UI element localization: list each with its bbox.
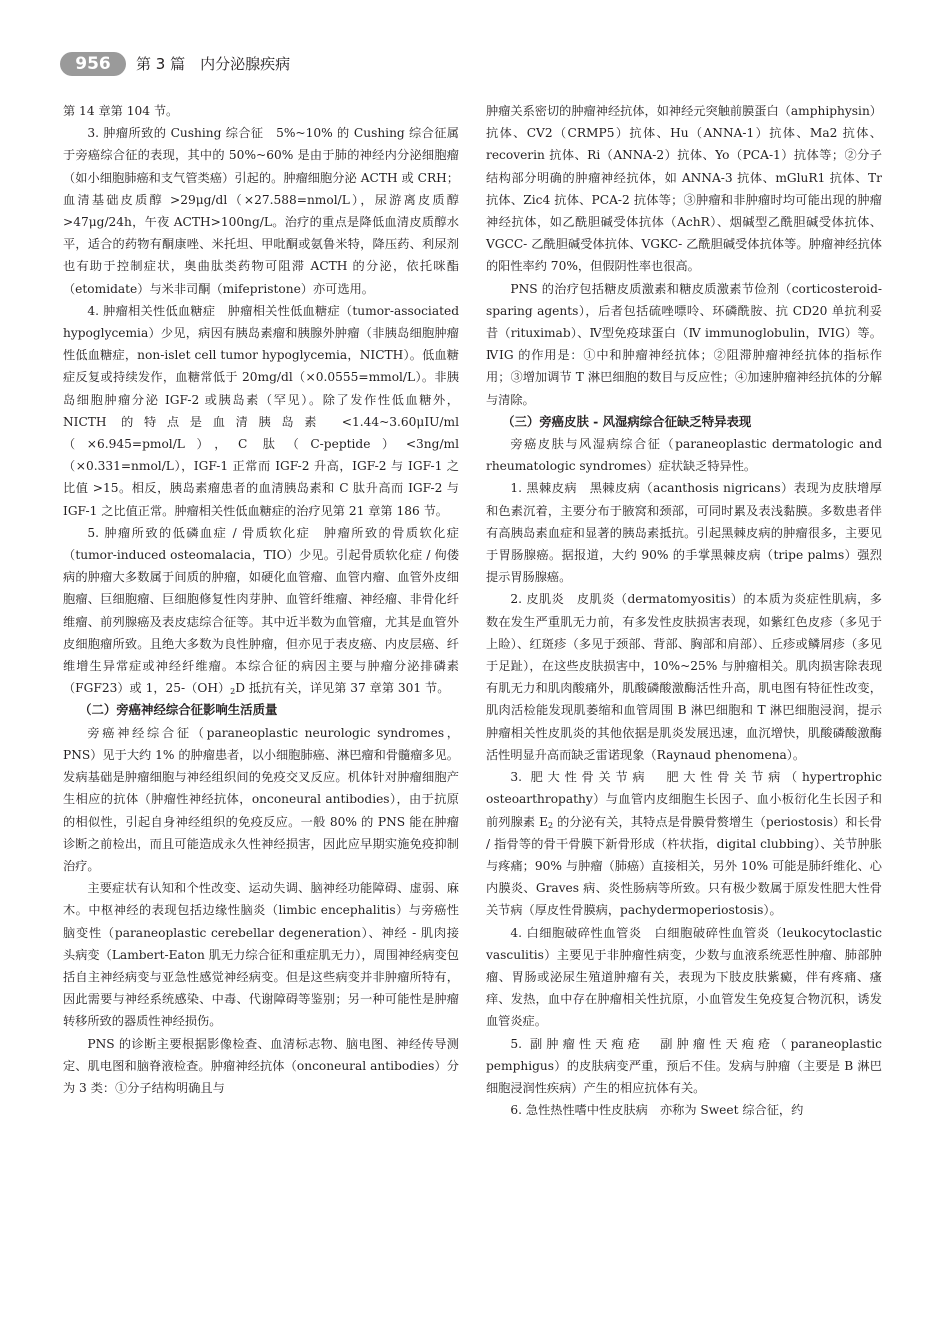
paragraph-osteoarthropathy bbox=[486, 766, 882, 921]
paragraph: 主要症状有认知和个性改变、运动失调、脑神经功能障碍、虚弱、麻木。中枢神经的表现包括边缘性脑炎（limbic encephalitis）与旁癌性脑变性（paraneoplastic cerebellar degeneration）、神经 - 肌肉接头病变（Lambert-Eaton 肌无力综合征和重症肌无力），周围神经病变包括自主神经病变与亚急性感觉神经病变。但是这些病变并非肿瘤所特有，因此需要与神经系统感染、中毒、代谢障碍等鉴别；另一种可能性是肿瘤转移所致的器质性神经损伤。 bbox=[63, 881, 459, 1029]
paragraph: 肿瘤关系密切的肿瘤神经抗体，如神经元突触前膜蛋白（amphiphysin）抗体、CV2（CRMP5）抗体、Hu（ANNA-1）抗体、Ma2 抗体、recoverin 抗体、Ri（ANNA-2）抗体、Yo（PCA-1）抗体等；②分子结构部分明确的肿瘤神经抗体，如 ANNA-3 抗体、mGluR1 抗体、Tr 抗体、Zic4 抗体、PCA-2 抗体等；③肿瘤和非肿瘤时均可能出现的肿瘤神经抗体，如乙酰胆碱受体抗体（AchR）、烟碱型乙酰胆碱受体抗体、VGCC- 乙酰胆碱受体抗体、VGKC- 乙酰胆碱受体抗体等。肿瘤神经抗体的阳性率约 70%，但假阴性率也很高。 bbox=[486, 104, 882, 274]
paragraph-hypoglycemia: 4. 肿瘤相关性低血糖症 肿瘤相关性低血糖症（tumor-associated hypoglycemia）少见，病因有胰岛素瘤和胰腺外肿瘤（非胰岛细胞肿瘤性低血糖症，non-islet cell tumor hypoglycemia，NICTH）。低血糖症反复或持续发作，血糖常低于 20mg/dl（×0.0555=mmol/L）。非胰岛细胞肿瘤分泌 IGF-2 或胰岛素（罕见）。除了发作性低血糖外，NICTH 的特点是血清胰岛素 <1.44~3.60μIU/ml（×6.945=pmol/L），C 肽（C-peptide）<3ng/ml（×0.331=nmol/L），IGF-1 正常而 IGF-2 升高，IGF-2 与 IGF-1 之比值 >15。相反，胰岛素瘤患者的血清胰岛素和 C 肽升高而 IGF-2 与 IGF-1 之比值正常。肿瘤相关性低血糖症的治疗见第 21 章第 186 节。 bbox=[63, 303, 459, 518]
page-header bbox=[60, 52, 900, 78]
subscript: 2 bbox=[230, 687, 236, 697]
right-column bbox=[486, 100, 882, 1121]
text-run: 3. 肥大性骨关节病 肥大性骨关节病（hypertrophic osteoarthropathy）与血管内皮细胞生长因子、血小板衍化生长因子和前列腺素 E bbox=[486, 770, 882, 829]
page-number: 956 bbox=[60, 52, 126, 76]
text-run: 5. 肿瘤所致的低磷血症 / 骨质软化症 肿瘤所致的骨质软化症（tumor-induced osteomalacia，TIO）少见。引起骨质软化症 / 佝偻病的肿瘤大多数属于间质的肿瘤，如硬化血管瘤、血管内瘤、血管外皮细胞瘤、巨细胞瘤、巨细胞修复性肉芽肿、血管纤维瘤、神经瘤、非骨化纤维瘤、前列腺癌及表皮痣综合征等。其中近半数为血管瘤，尤其是血管外皮细胞瘤所致。且绝大多数为良性肿瘤，但亦见于表皮癌、内皮层癌、纤维增生异常症或神经纤维瘤。本综合征的病因主要与肿瘤分泌排磷素（FGF23）或 1，25-（OH） bbox=[63, 525, 459, 696]
paragraph-dermatomyositis: 2. 皮肌炎 皮肌炎（dermatomyositis）的本质为炎症性肌病，多数在发生严重肌无力前，有多发性皮肤损害表现，如紫红色皮疹（多见于上睑）、红斑疹（多见于颈部、背部、胸部和肩部）、丘疹或鳞屑疹（多见于足趾），在这些皮肤损害中，10%~25% 与肿瘤相关。肌肉损害除表现有肌无力和肌肉酸痛外，肌酸磷酸激酶活性升高，肌电图有特征性改变，肌肉活检能发现肌萎缩和血管周围 B 淋巴细胞和 T 淋巴细胞浸润，提示肿瘤相关性皮肌炎的其他依据是肌炎发展迅速，血沉增快，肌酸磷酸激酶活性明显升高而缺乏雷诺现象（Raynaud phenomena）。 bbox=[486, 592, 882, 762]
paragraph: PNS 的诊断主要根据影像检查、血清标志物、脑电图、神经传导测定、肌电图和脑脊液检查。肿瘤神经抗体（onconeural antibodies）分为 3 类：①分子结构明确且与 bbox=[63, 1036, 459, 1095]
paragraph: 旁癌皮肤与风湿病综合征（paraneoplastic dermatologic and rheumatologic syndromes）症状缺乏特异性。 bbox=[486, 437, 882, 474]
paragraph: PNS 的治疗包括糖皮质激素和糖皮质激素节俭剂（corticosteroid-sparing agents），后者包括硫唑嘌呤、环磷酰胺、抗 CD20 单抗利妥昔（rituximab）、Ⅳ型免疫球蛋白（Ⅳ immunoglobulin，ⅣIG）等。ⅣIG 的作用是：①中和肿瘤神经抗体；②阻滞肿瘤神经抗体的指标作用；③增加调节 T 淋巴细胞的数目与反应性；④加速肿瘤神经抗体的分解与清除。 bbox=[486, 281, 882, 407]
section-heading-neurologic: （二）旁癌神经综合征影响生活质量 bbox=[79, 702, 278, 718]
paragraph-osteomalacia bbox=[63, 522, 459, 700]
paragraph: 旁癌神经综合征（paraneoplastic neurologic syndromes，PNS）见于大约 1% 的肿瘤患者，以小细胞肺癌、淋巴瘤和骨髓瘤多见。发病基础是肿瘤细胞与神经组织间的免疫交叉反应。机体针对肿瘤细胞产生相应的抗体（肿瘤性神经抗体，onconeural antibodies），由于抗原的相似性，引起自身神经组织的免疫反应。一般 80% 的 PNS 能在肿瘤诊断之前检出，而且可能造成永久性神经损害，因此应早期实施免疫抑制治疗。 bbox=[63, 725, 459, 873]
subscript: 2 bbox=[548, 820, 554, 830]
text-run: D 抵抗有关，详见第 37 章第 301 节。 bbox=[235, 681, 450, 696]
paragraph-acanthosis: 1. 黑棘皮病 黑棘皮病（acanthosis nigricans）表现为皮肤增厚和色素沉着，主要分布于腋窝和颈部，可同时累及表浅黏膜。多数患者伴有高胰岛素血症和显著的胰岛素抵抗。引起黑棘皮病的肿瘤很多，主要见于胃肠腺癌。据报道，大约 90% 的手掌黑棘皮病（tripe palms）强烈提示胃肠腺癌。 bbox=[486, 481, 882, 585]
section-heading-dermatologic: （三）旁癌皮肤 - 风湿病综合征缺乏特异表现 bbox=[502, 413, 752, 429]
part-title: 第 3 篇 内分泌腺疾病 bbox=[136, 55, 291, 73]
left-column bbox=[63, 100, 459, 1099]
paragraph-pemphigus: 5. 副肿瘤性天疱疮 副肿瘤性天疱疮（paraneoplastic pemphigus）的皮肤病变严重，预后不佳。发病与肿瘤（主要是 B 淋巴细胞浸润性疾病）产生的相应抗体有关。 bbox=[486, 1036, 882, 1095]
text-run: 的分泌有关，其特点是骨膜骨赘增生（periostosis）和长骨 / 指骨等的骨干骨膜下新骨形成（杵状指，digital clubbing）、关节肿胀与疼痛；90% 与肿瘤（肺癌）直接相关，另外 10% 可能是肺纤维化、心内膜炎、Graves 病、炎性肠病等所致。只有极少数属于原发性肥大性骨关节病（厚皮性骨膜病，pachydermoperiostosis）。 bbox=[486, 814, 882, 918]
paragraph: 第 14 章第 104 节。 bbox=[63, 104, 179, 118]
paragraph-sweet: 6. 急性热性嗜中性皮肤病 亦称为 Sweet 综合征，约 bbox=[510, 1103, 804, 1118]
paragraph-cushing: 3. 肿瘤所致的 Cushing 综合征 5%~10% 的 Cushing 综合征属于旁癌综合征的表现，其中的 50%~60% 是由于肺的神经内分泌细胞瘤（如小细胞肺癌和支气管类癌）引起的。肿瘤细胞分泌 ACTH 或 CRH；血清基础皮质醇 >29μg/dl（×27.588=nmol/L），尿游离皮质醇 >47μg/24h，午夜 ACTH>100ng/L。治疗的重点是降低血清皮质醇水平，适合的药物有酮康唑、米托坦、甲吡酮或氨鲁米特，降压药、利尿剂也有助于控制症状，奥曲肽类药物可阻滞 ACTH 的分泌，依托咪酯（etomidate）与米非司酮（mifepristone）亦可选用。 bbox=[63, 126, 459, 296]
paragraph-vasculitis: 4. 白细胞破碎性血管炎 白细胞破碎性血管炎（leukocytoclastic vasculitis）主要见于非肿瘤性病变，少数与血液系统恶性肿瘤、肺部肿瘤、胃肠或泌尿生殖道肿瘤有关，表现为下肢皮肤紫癜，伴有疼痛、瘙痒、发热，血中存在肿瘤相关性抗原，小血管发生免疫复合物沉积，诱发血管炎症。 bbox=[486, 925, 882, 1029]
